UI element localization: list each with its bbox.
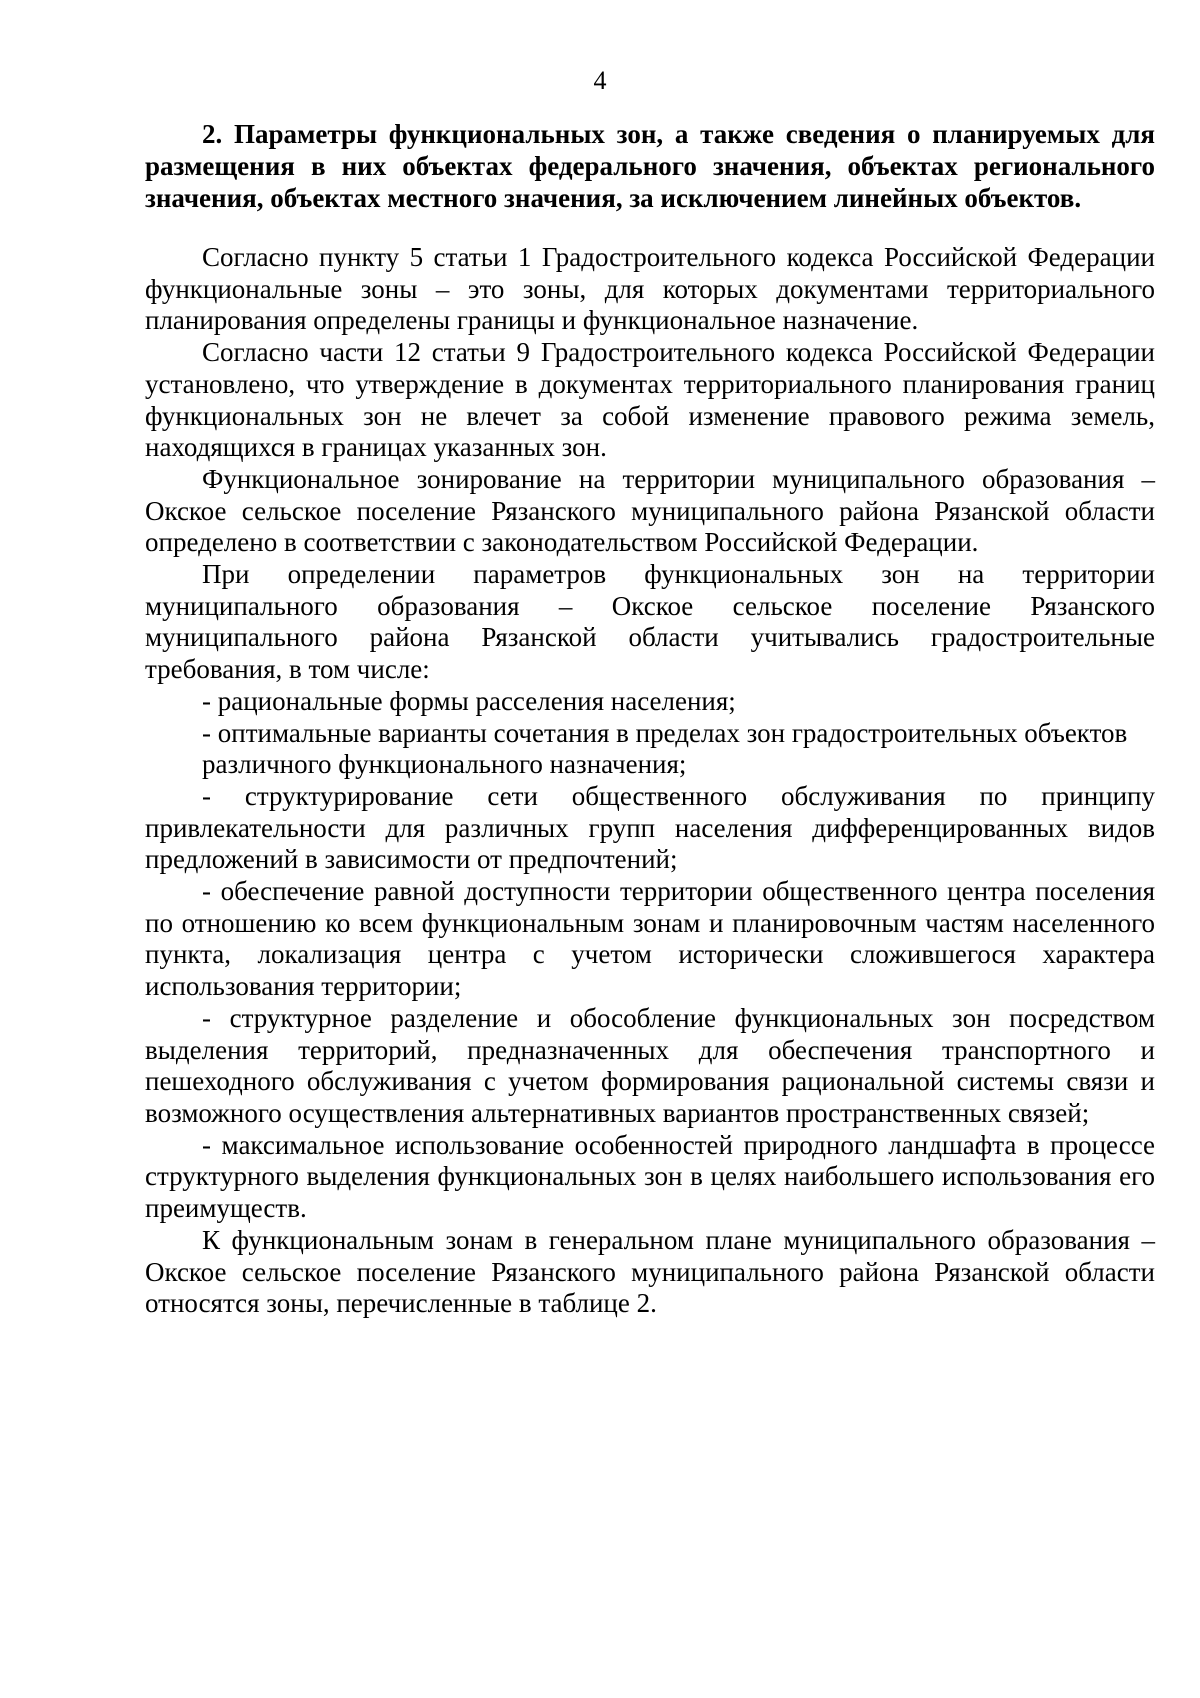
- paragraph-closing: К функциональным зонам в генеральном плане муниципального образования – Окское сельское поселение Рязанского муниципального района Рязанской области относятся зоны, перечисленные в таблице 2.: [145, 1224, 1155, 1319]
- paragraph-definition: Согласно пункту 5 статьи 1 Градостроительного кодекса Российской Федерации функциональные зоны – это зоны, для которых документами территориального планирования определены границы и функциональное назначение.: [145, 242, 1155, 336]
- list-item: - структурирование сети общественного обслуживания по принципу привлекательности для различных групп населения дифференцированных видов предложений в зависимости от предпочтений;: [145, 780, 1155, 875]
- list-item: - максимальное использование особенностей природного ландшафта в процессе структурного выделения функциональных зон в целях наибольшего использования его преимуществ.: [145, 1129, 1155, 1224]
- paragraph-requirements-intro: При определении параметров функциональных зон на территории муниципального образования – Окское сельское поселение Рязанского муниципального района Рязанской области учитывались градостроительные требования, в том числе:: [145, 559, 1155, 685]
- list-item: - оптимальные варианты сочетания в пределах зон градостроительных объектов различного функционального назначения;: [202, 717, 1128, 780]
- paragraph-legal-regime: Согласно части 12 статьи 9 Градостроительного кодекса Российской Федерации установлено, что утверждение в документах территориального планирования границ функциональных зон не влечет за собой изменение правового режима земель, находящихся в границах указанных зон.: [145, 337, 1155, 463]
- list-item: - структурное разделение и обособление функциональных зон посредством выделения территорий, предназначенных для обеспечения транспортного и пешеходного обслуживания с учетом формирования рациональной системы связи и возможного осуществления альтернативных вариантов пространственных связей;: [145, 1002, 1155, 1128]
- paragraph-zoning-basis: Функциональное зонирование на территории муниципального образования – Окское сельское поселение Рязанского муниципального района Рязанской области определено в соответствии с законодательством Российской Федерации.: [145, 463, 1155, 558]
- page-number: 4: [593, 66, 607, 95]
- list-item: - рациональные формы расселения населения;: [202, 685, 736, 716]
- requirements-list: [145, 686, 1155, 1225]
- page-content: [145, 118, 1155, 1320]
- list-item: - обеспечение равной доступности территории общественного центра поселения по отношению ко всем функциональным зонам и планировочным частям населенного пункта, локализация центра с учетом исторически сложившегося характера использования территории;: [145, 876, 1155, 1002]
- section-heading: 2. Параметры функциональных зон, а также сведения о планируемых для размещения в них объектах федерального значения, объектах регионального значения, объектах местного значения, за исключением линейных объектов.: [145, 119, 1155, 213]
